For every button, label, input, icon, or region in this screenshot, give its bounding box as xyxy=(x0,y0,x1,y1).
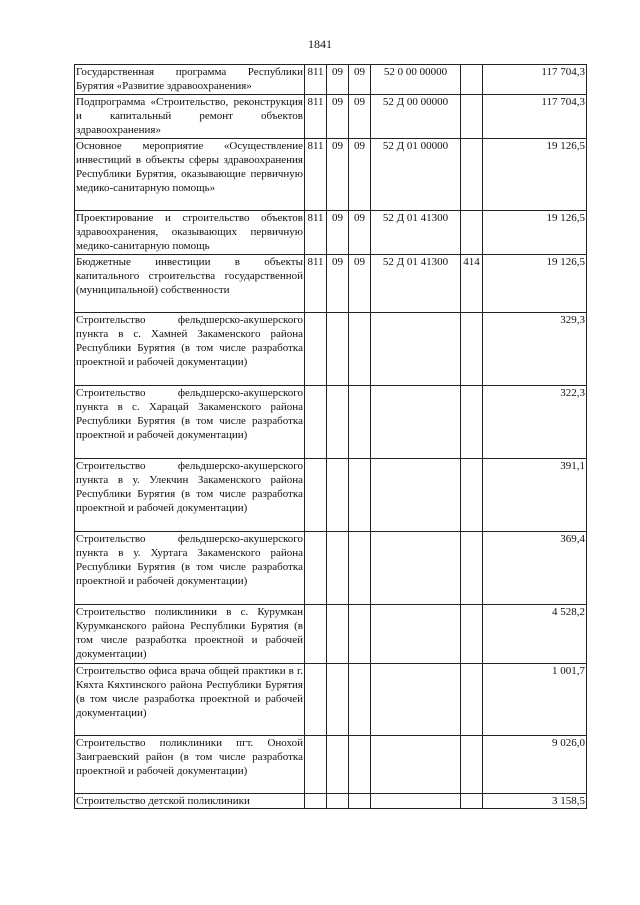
section-code: 09 xyxy=(327,139,349,211)
item-name: Строительство фельдшерско-акушерского пункта в у. Хуртага Закаменского района Республики Бурятия (в том числе разработка проектной и рабочей документации) xyxy=(75,532,305,605)
item-name: Государственная программа Республики Бурятия «Развитие здравоохранения» xyxy=(75,65,305,95)
amount: 1 001,7 xyxy=(483,664,587,736)
target-article-code: 52 0 00 00000 xyxy=(371,65,461,95)
ministry-code: 811 xyxy=(305,65,327,95)
subsection-code xyxy=(349,794,371,809)
section-code xyxy=(327,605,349,664)
table-row xyxy=(75,211,587,255)
item-name: Строительство фельдшерско-акушерского пункта в с. Харацай Закаменского района Республики Бурятия (в том числе разработка проектной и рабочей документации) xyxy=(75,386,305,459)
table-row xyxy=(75,459,587,532)
table-row xyxy=(75,139,587,211)
ministry-code xyxy=(305,736,327,794)
target-article-code xyxy=(371,605,461,664)
subsection-code xyxy=(349,459,371,532)
expense-type-code xyxy=(461,459,483,532)
item-name: Строительство детской поликлиники xyxy=(75,794,305,809)
ministry-code xyxy=(305,386,327,459)
table-row xyxy=(75,95,587,139)
subsection-code xyxy=(349,664,371,736)
section-code xyxy=(327,386,349,459)
target-article-code: 52 Д 01 41300 xyxy=(371,255,461,313)
item-name: Подпрограмма «Строительство, реконструкция и капитальный ремонт объектов здравоохранения» xyxy=(75,95,305,139)
amount: 117 704,3 xyxy=(483,65,587,95)
section-code xyxy=(327,313,349,386)
target-article-code xyxy=(371,386,461,459)
section-code xyxy=(327,794,349,809)
table-row xyxy=(75,65,587,95)
target-article-code xyxy=(371,664,461,736)
ministry-code: 811 xyxy=(305,211,327,255)
subsection-code xyxy=(349,736,371,794)
amount: 3 158,5 xyxy=(483,794,587,809)
table-row xyxy=(75,664,587,736)
expense-type-code xyxy=(461,313,483,386)
target-article-code: 52 Д 01 00000 xyxy=(371,139,461,211)
section-code: 09 xyxy=(327,65,349,95)
section-code: 09 xyxy=(327,211,349,255)
budget-rows xyxy=(75,65,587,809)
subsection-code: 09 xyxy=(349,211,371,255)
expense-type-code xyxy=(461,532,483,605)
ministry-code xyxy=(305,605,327,664)
table-row xyxy=(75,532,587,605)
ministry-code xyxy=(305,313,327,386)
subsection-code: 09 xyxy=(349,95,371,139)
amount: 117 704,3 xyxy=(483,95,587,139)
budget-table xyxy=(74,64,587,809)
target-article-code: 52 Д 00 00000 xyxy=(371,95,461,139)
item-name: Проектирование и строительство объектов здравоохранения, оказывающих первичную медико-санитарную помощь xyxy=(75,211,305,255)
ministry-code xyxy=(305,532,327,605)
subsection-code: 09 xyxy=(349,255,371,313)
expense-type-code xyxy=(461,794,483,809)
table-row xyxy=(75,736,587,794)
amount: 19 126,5 xyxy=(483,139,587,211)
ministry-code xyxy=(305,794,327,809)
table-row xyxy=(75,605,587,664)
section-code xyxy=(327,532,349,605)
ministry-code xyxy=(305,664,327,736)
amount: 329,3 xyxy=(483,313,587,386)
table-row xyxy=(75,313,587,386)
expense-type-code xyxy=(461,386,483,459)
amount: 369,4 xyxy=(483,532,587,605)
expense-type-code xyxy=(461,211,483,255)
item-name: Строительство поликлиники пгт. Онохой Заиграевский район (в том числе разработка проектной и рабочей документации) xyxy=(75,736,305,794)
subsection-code xyxy=(349,532,371,605)
subsection-code: 09 xyxy=(349,139,371,211)
item-name: Основное мероприятие «Осуществление инвестиций в объекты сферы здравоохранения Республики Бурятия, оказывающие первичную медико-санитарную помощь» xyxy=(75,139,305,211)
section-code: 09 xyxy=(327,255,349,313)
expense-type-code xyxy=(461,95,483,139)
target-article-code xyxy=(371,532,461,605)
amount: 322,3 xyxy=(483,386,587,459)
item-name: Строительство поликлиники в с. Курумкан Курумканского района Республики Бурятия (в том числе разработка проектной и рабочей документации) xyxy=(75,605,305,664)
table-row xyxy=(75,386,587,459)
section-code: 09 xyxy=(327,95,349,139)
item-name: Строительство фельдшерско-акушерского пункта в у. Улекчин Закаменского района Республики Бурятия (в том числе разработка проектной и рабочей документации) xyxy=(75,459,305,532)
amount: 9 026,0 xyxy=(483,736,587,794)
expense-type-code xyxy=(461,605,483,664)
ministry-code xyxy=(305,459,327,532)
ministry-code: 811 xyxy=(305,255,327,313)
item-name: Бюджетные инвестиции в объекты капитального строительства государственной (муниципальной) собственности xyxy=(75,255,305,313)
section-code xyxy=(327,664,349,736)
expense-type-code xyxy=(461,736,483,794)
amount: 391,1 xyxy=(483,459,587,532)
subsection-code xyxy=(349,386,371,459)
subsection-code: 09 xyxy=(349,65,371,95)
item-name: Строительство фельдшерско-акушерского пункта в с. Хамней Закаменского района Республики Бурятия (в том числе разработка проектной и рабочей документации) xyxy=(75,313,305,386)
expense-type-code xyxy=(461,139,483,211)
amount: 4 528,2 xyxy=(483,605,587,664)
ministry-code: 811 xyxy=(305,139,327,211)
expense-type-code: 414 xyxy=(461,255,483,313)
subsection-code xyxy=(349,313,371,386)
item-name: Строительство офиса врача общей практики в г. Кяхта Кяхтинского района Республики Бурятия (в том числе разработка проектной и рабочей документации) xyxy=(75,664,305,736)
subsection-code xyxy=(349,605,371,664)
target-article-code: 52 Д 01 41300 xyxy=(371,211,461,255)
page-number: 1841 xyxy=(308,37,332,51)
target-article-code xyxy=(371,794,461,809)
target-article-code xyxy=(371,459,461,532)
expense-type-code xyxy=(461,664,483,736)
amount: 19 126,5 xyxy=(483,255,587,313)
table-row xyxy=(75,255,587,313)
target-article-code xyxy=(371,736,461,794)
target-article-code xyxy=(371,313,461,386)
ministry-code: 811 xyxy=(305,95,327,139)
expense-type-code xyxy=(461,65,483,95)
section-code xyxy=(327,736,349,794)
section-code xyxy=(327,459,349,532)
amount: 19 126,5 xyxy=(483,211,587,255)
table-row xyxy=(75,794,587,809)
